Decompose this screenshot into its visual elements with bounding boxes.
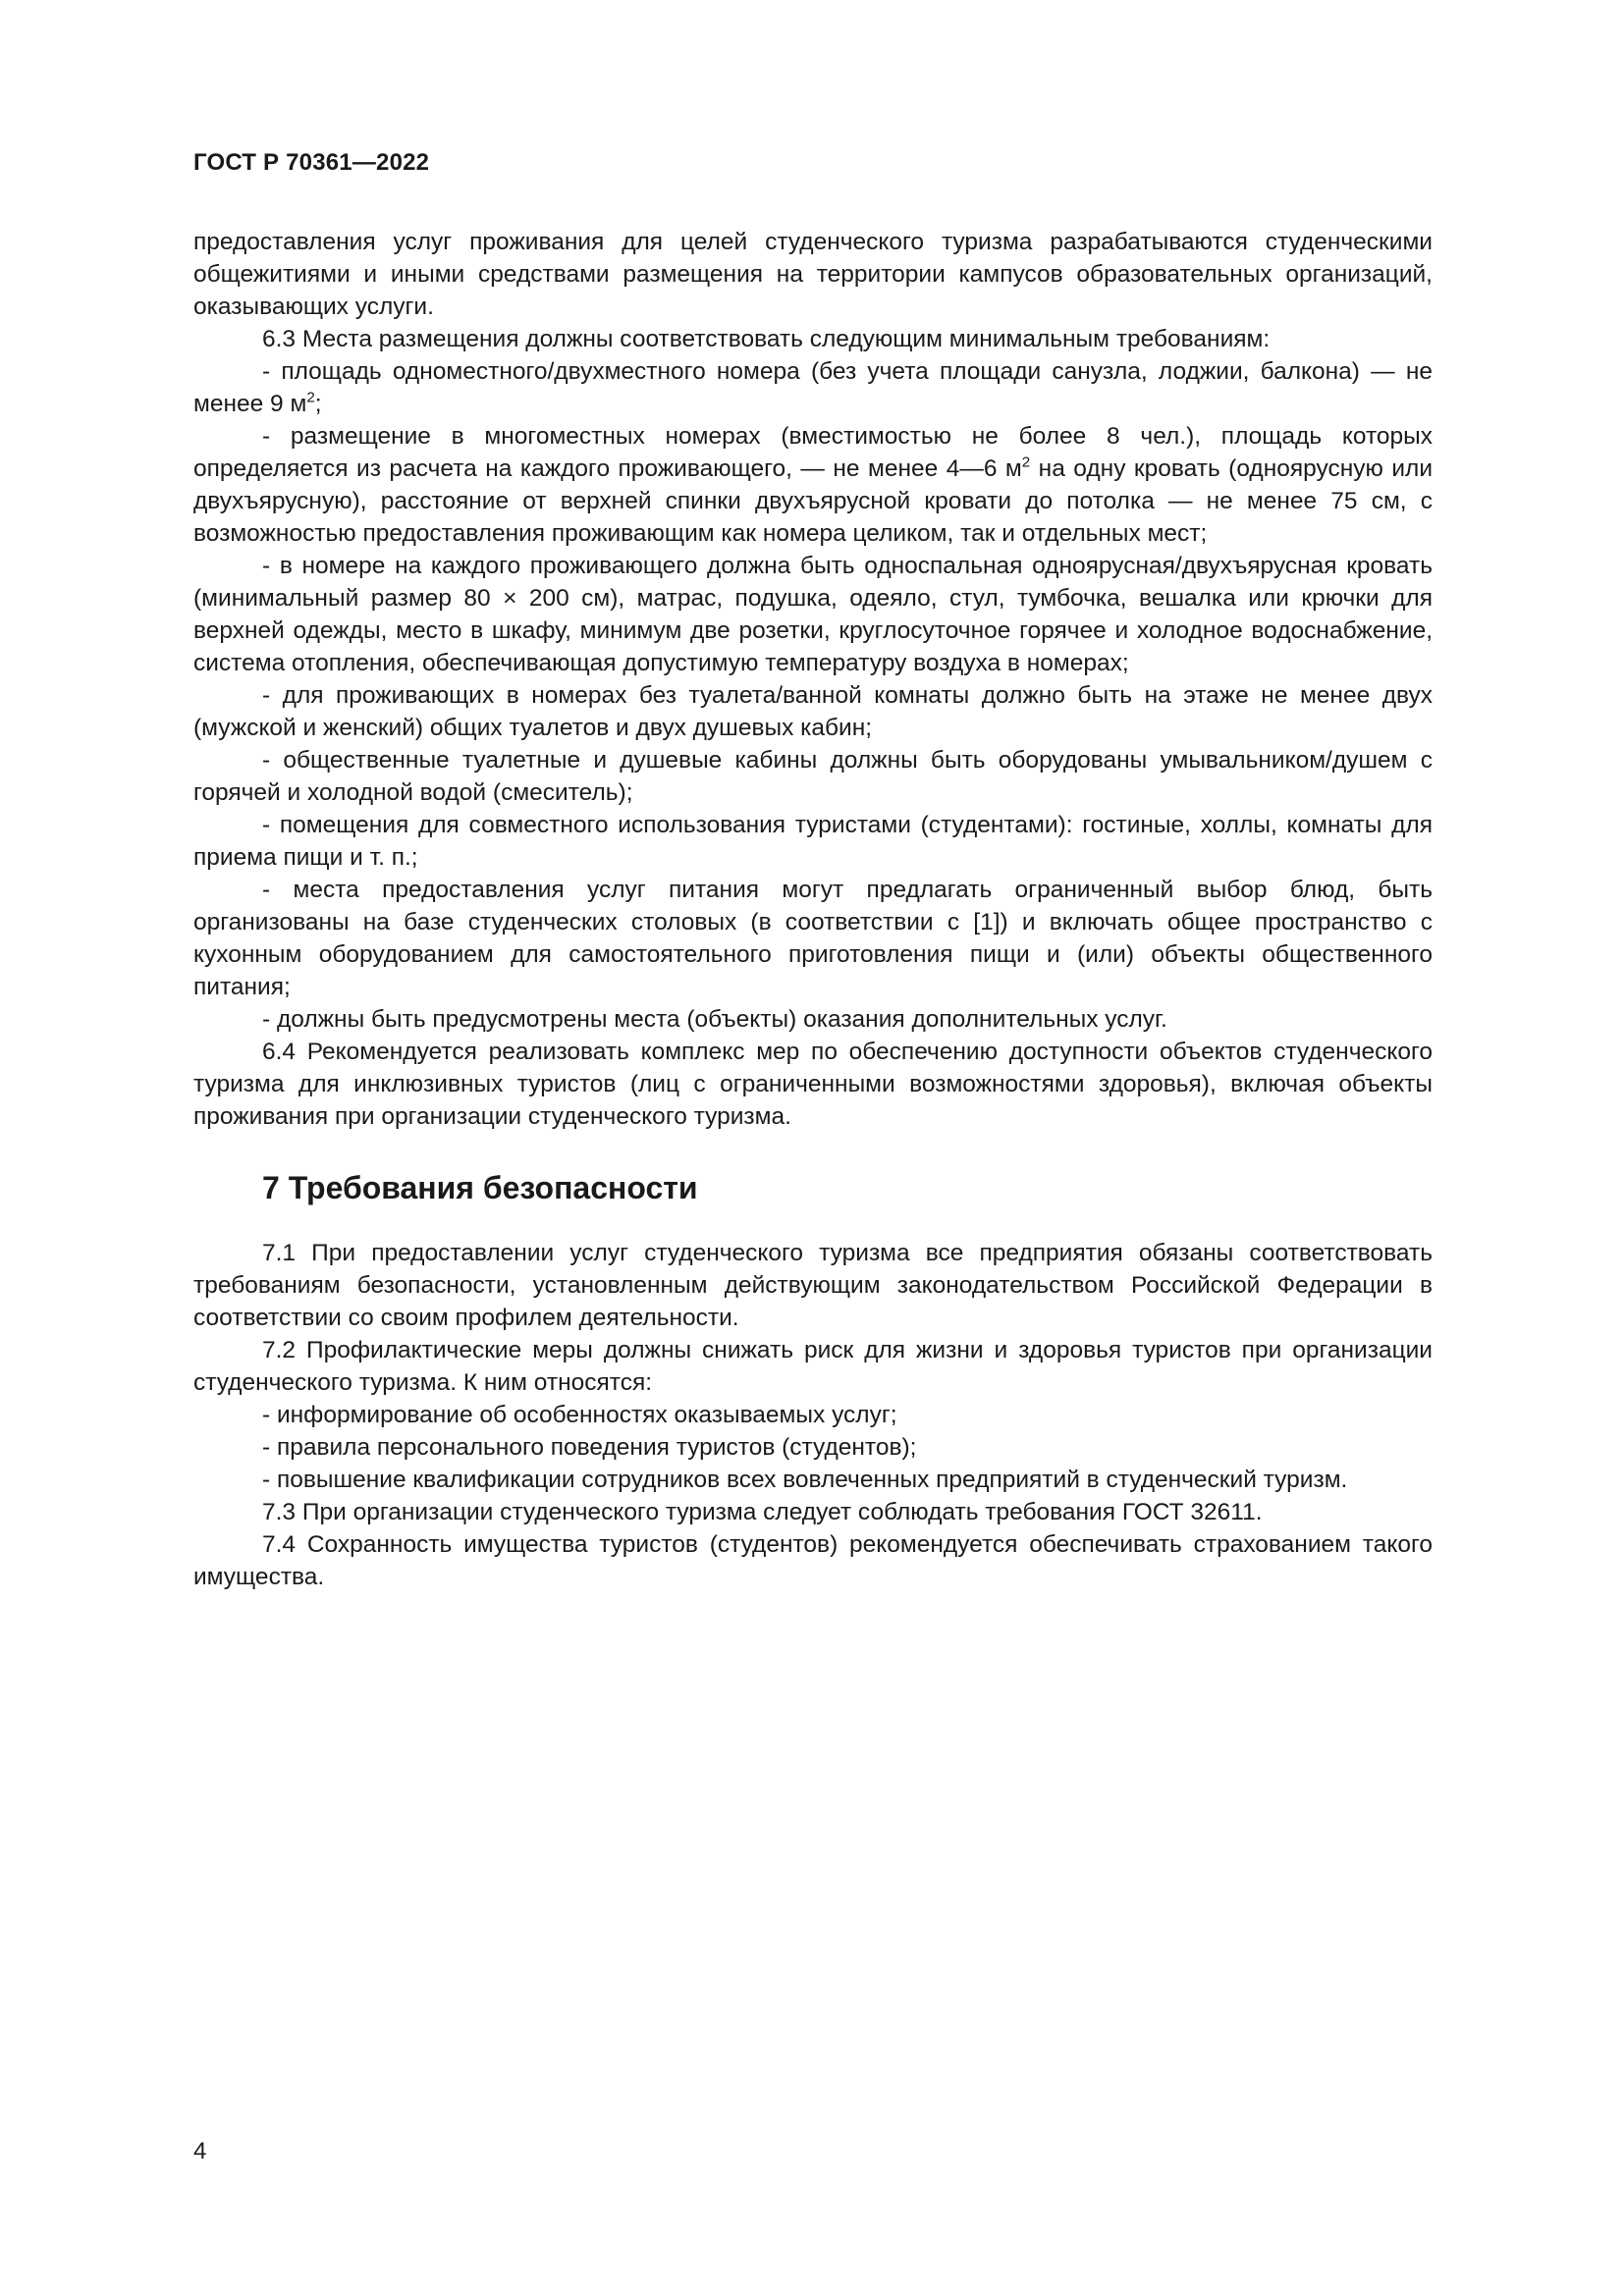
list-item-text: - площадь одноместного/двухместного номера (без учета площади санузла, лоджии, балкона) — не менее 9 м	[193, 358, 1433, 417]
list-item-showers: - общественные туалетные и душевые кабины должны быть оборудованы умывальником/душем с горячей и холодной водой (смеситель);	[193, 747, 1433, 806]
clause-7-1: 7.1 При предоставлении услуг студенческого туризма все предприятия обязаны соответствовать требованиям безопасности, установленным действующим законодательством Российской Федерации в соответствии со своим профилем деятельности.	[193, 1240, 1433, 1331]
list-item-furniture: - в номере на каждого проживающего должна быть односпальная одноярусная/двухъярусная кровать (минимальный размер 80 × 200 см), матрас, подушка, одеяло, стул, тумбочка, вешалка или крючки для верхней одежды, место в шкафу, минимум две розетки, круглосуточное горячее и холодное водоснабжение, система отопления, обеспечивающая допустимую температуру воздуха в номерах;	[193, 553, 1433, 676]
list-item-multi-bed	[193, 420, 1433, 550]
list-item-text: ;	[314, 391, 322, 417]
list-item-behavior: - правила персонального поведения туристов (студентов);	[262, 1434, 917, 1461]
list-item-room-area	[193, 355, 1433, 420]
clause-6-4: 6.4 Рекомендуется реализовать комплекс мер по обеспечению доступности объектов студенческого туризма для инклюзивных туристов (лиц с ограниченными возможностями здоровья), включая объекты проживания при организации студенческого туризма.	[193, 1039, 1433, 1130]
superscript: 2	[1021, 454, 1031, 471]
clause-7-2: 7.2 Профилактические меры должны снижать риск для жизни и здоровья туристов при организации студенческого туризма. К ним относятся:	[193, 1337, 1433, 1396]
section-7-title: 7 Требования безопасности	[262, 1170, 698, 1205]
list-item-toilets: - для проживающих в номерах без туалета/ванной комнаты должно быть на этаже не менее двух (мужской и женский) общих туалетов и двух душевых кабин;	[193, 682, 1433, 741]
superscript: 2	[306, 389, 315, 406]
clause-6-3: 6.3 Места размещения должны соответствовать следующим минимальным требованиям:	[262, 326, 1271, 352]
list-item-text: на одну кровать (одноярусную или двухъярусную), расстояние от верхней спинки двухъярусной кровати до потолка — не менее 75 см, с возможностью предоставления проживающим как номера целиком, так и отдельных мест;	[193, 455, 1434, 547]
list-item-shared-rooms: - помещения для совместного использования туристами (студентами): гостиные, холлы, комнаты для приема пищи и т. п.;	[193, 812, 1433, 871]
list-item-informing: - информирование об особенностях оказываемых услуг;	[262, 1402, 897, 1428]
section6-intro-paragraph: предоставления услуг проживания для целей студенческого туризма разрабатываются студенческими общежитиями и иными средствами размещения на территории кампусов образовательных организаций, оказывающих услуги.	[193, 229, 1433, 320]
clause-7-4: 7.4 Сохранность имущества туристов (студентов) рекомендуется обеспечивать страхованием такого имущества.	[193, 1531, 1433, 1590]
document-header: ГОСТ Р 70361—2022	[193, 149, 430, 176]
list-item-text: - размещение в многоместных номерах (вместимостью не более 8 чел.), площадь которых определяется из расчета на каждого проживающего, — не менее 4—6 м	[193, 423, 1433, 482]
page-number: 4	[193, 2138, 207, 2164]
list-item-catering: - места предоставления услуг питания могут предлагать ограниченный выбор блюд, быть организованы на базе студенческих столовых (в соответствии с [1]) и включать общее пространство с кухонным оборудованием для самостоятельного приготовления пищи и (или) объекты общественного питания;	[193, 877, 1433, 1000]
document-body	[193, 226, 1433, 1593]
list-item-extra-services: - должны быть предусмотрены места (объекты) оказания дополнительных услуг.	[262, 1006, 1167, 1033]
list-item-qualification: - повышение квалификации сотрудников всех вовлеченных предприятий в студенческий туризм.	[262, 1467, 1348, 1493]
clause-7-3: 7.3 При организации студенческого туризма следует соблюдать требования ГОСТ 32611.	[262, 1499, 1263, 1525]
